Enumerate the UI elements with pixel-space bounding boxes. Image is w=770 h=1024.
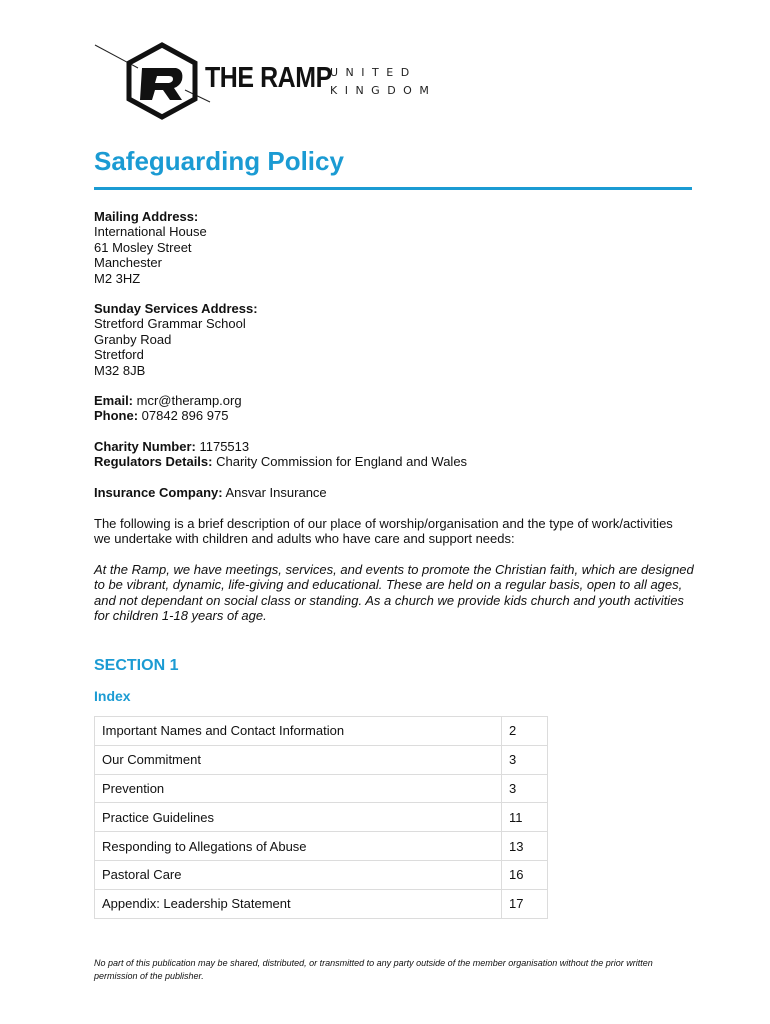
charity-number-label: Charity Number: [94,439,196,454]
table-row [95,717,548,746]
mailing-address [94,209,207,286]
logo-wordmark: THE RAMP [205,62,332,94]
email-value: mcr@theramp.org [133,393,242,408]
email-row [94,393,242,408]
title-divider [94,187,692,190]
ramp-activities-paragraph: At the Ramp, we have meetings, services, and events to promote the Christian faith, which are designed to be vibrant, dynamic, life-giving and educational. These are held on a regular basis, open to all ages, and not dependant on social class or standing. As a church we provide kids church and youth activities for children 1-18 years of age. [94,562,694,624]
regulators-value: Charity Commission for England and Wales [212,454,468,470]
section-heading: SECTION 1 [94,657,179,674]
mailing-line: Manchester [94,255,162,271]
sunday-line: Stretford [94,347,144,363]
table-row [95,889,548,918]
index-entry-name: Practice Guidelines [95,803,502,832]
sunday-line: Stretford Grammar School [94,316,246,332]
insurance-label: Insurance Company: [94,485,223,500]
index-entry-page: 16 [502,860,548,889]
charity-number-value: 1175513 [195,439,250,454]
index-entry-name: Important Names and Contact Information [95,717,502,746]
table-row [95,774,548,803]
sunday-line: M32 8JB [94,362,146,378]
index-entry-page: 3 [502,774,548,803]
table-row [95,860,548,889]
mailing-line: International House [94,224,207,240]
index-heading: Index [94,688,131,704]
insurance-details [94,485,327,500]
index-entry-name: Responding to Allegations of Abuse [95,832,502,861]
index-table [94,716,548,919]
regulators-label: Regulators Details: [94,454,213,470]
index-entry-page: 17 [502,889,548,918]
phone-value: 07842 896 975 [138,408,229,424]
contact-details [94,393,242,424]
sunday-services-address [94,301,258,378]
mailing-line: 61 Mosley Street [94,239,192,255]
charity-number-row [94,439,467,454]
charity-details [94,439,467,470]
insurance-value: Ansvar Insurance [222,485,327,500]
index-entry-name: Our Commitment [95,745,502,774]
index-entry-name: Appendix: Leadership Statement [95,889,502,918]
phone-row [94,408,242,423]
index-entry-name: Prevention [95,774,502,803]
sunday-address-label: Sunday Services Address: [94,301,258,316]
page-title: Safeguarding Policy [94,146,344,176]
index-entry-page: 3 [502,745,548,774]
phone-label: Phone: [94,408,139,424]
sunday-line: Granby Road [94,331,172,347]
index-entry-name: Pastoral Care [95,860,502,889]
index-entry-page: 13 [502,832,548,861]
index-entry-page: 2 [502,717,548,746]
regulators-row [94,454,467,469]
mailing-line: M2 3HZ [94,270,141,286]
logo-sub-kingdom: KINGDOM [330,84,437,97]
mailing-address-label: Mailing Address: [94,209,199,224]
index-entry-page: 11 [502,803,548,832]
description-paragraph: The following is a brief description of our place of worship/organisation and the type of work/activities we undertake with children and adults who have care and support needs: [94,516,673,547]
table-row [95,745,548,774]
email-label: Email: [94,393,134,408]
footer-disclaimer: No part of this publication may be shared, distributed, or transmitted to any party outside of the member organisation without the prior written permission of the publisher. [94,958,653,981]
logo-sub-united: UNITED [330,66,417,79]
table-row [95,803,548,832]
table-row [95,832,548,861]
